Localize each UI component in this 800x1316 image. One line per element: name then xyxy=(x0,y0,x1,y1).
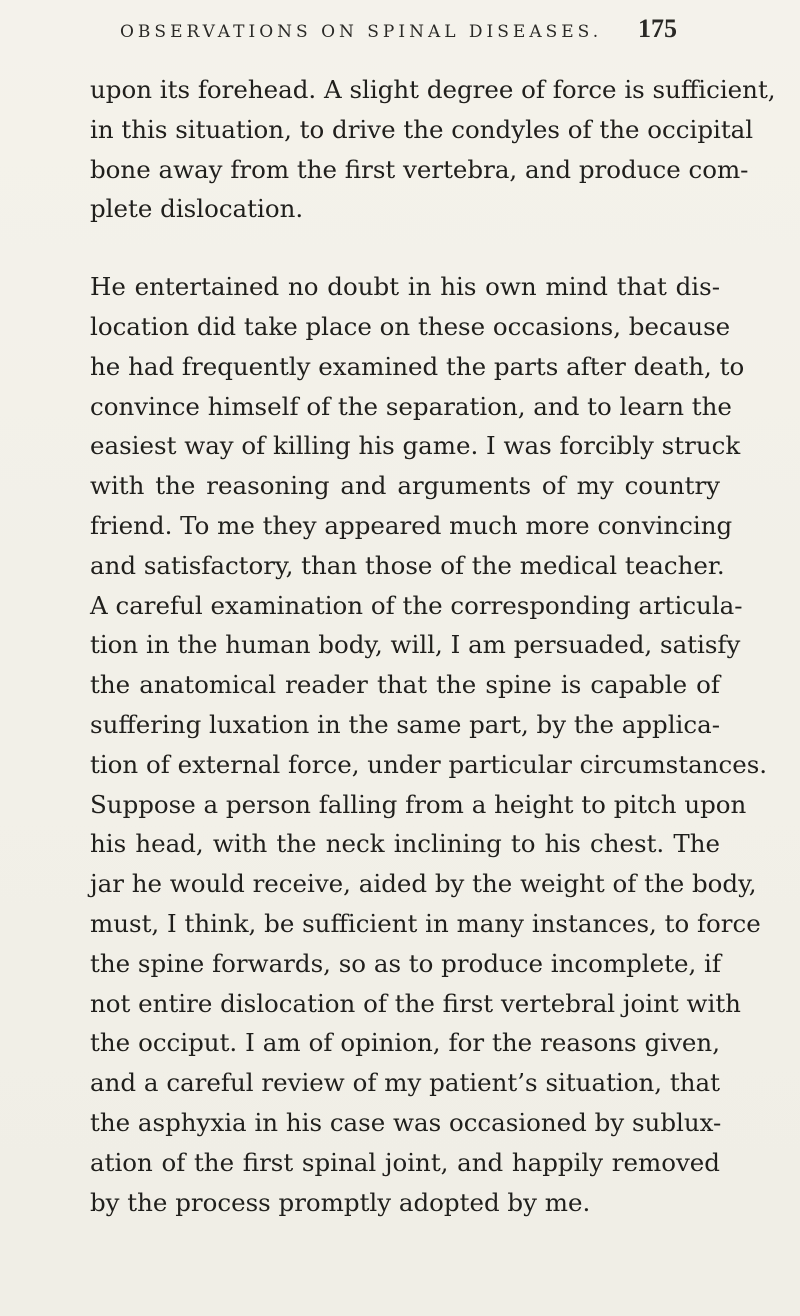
text-line: with the reasoning and arguments of my country xyxy=(90,471,720,501)
text-line: ation of the first spinal joint, and happily removed xyxy=(90,1147,720,1177)
paragraph-1 xyxy=(90,70,776,229)
text-line: Suppose a person falling from a height to pitch upon xyxy=(90,789,747,819)
text-line: the spine forwards, so as to produce incomplete, if xyxy=(90,948,721,978)
text-line: his head, with the neck inclining to his chest. The xyxy=(90,829,720,859)
body-text xyxy=(90,70,776,1222)
text-line: A careful examination of the corresponding articula- xyxy=(90,590,743,620)
text-line: jar he would receive, aided by the weight of the body, xyxy=(90,869,757,899)
text-line: the occiput. I am of opinion, for the reasons given, xyxy=(90,1028,720,1058)
text-line: suffering luxation in the same part, by the applica- xyxy=(90,709,721,739)
text-line: plete dislocation. xyxy=(90,194,304,224)
text-line: He entertained no doubt in his own mind that dis- xyxy=(90,272,720,302)
text-line: must, I think, be sufficient in many instances, to force xyxy=(90,908,761,938)
text-line: convince himself of the separation, and to learn the xyxy=(90,391,732,421)
text-line: easiest way of killing his game. I was forcibly struck xyxy=(90,431,741,461)
text-line: the asphyxia in his case was occasioned by sublux- xyxy=(90,1107,722,1137)
text-line: tion in the human body, will, I am persuaded, satisfy xyxy=(90,630,741,660)
text-line: tion of external force, under particular circumstances. xyxy=(90,749,768,779)
text-line: upon its forehead. A slight degree of force is sufficient, xyxy=(90,75,776,104)
page-header xyxy=(0,14,800,60)
text-line: location did take place on these occasions, because xyxy=(90,311,731,341)
text-line: the anatomical reader that the spine is capable of xyxy=(90,670,720,700)
text-line: in this situation, to drive the condyles of the occipital xyxy=(90,114,754,144)
page-number: 175 xyxy=(638,14,677,43)
text-line: he had frequently examined the parts after death, to xyxy=(90,351,745,381)
text-line: bone away from the first vertebra, and produce com- xyxy=(90,154,749,184)
paragraph-2 xyxy=(90,267,768,1222)
text-line: and a careful review of my patient’s situation, that xyxy=(90,1068,720,1098)
running-head: OBSERVATIONS ON SPINAL DISEASES. xyxy=(120,22,603,42)
text-line: and satisfactory, than those of the medical teacher. xyxy=(90,550,725,580)
text-line: friend. To me they appeared much more convincing xyxy=(90,510,733,540)
text-line: by the process promptly adopted by me. xyxy=(90,1187,591,1217)
paragraph-spacer xyxy=(90,229,720,267)
text-line: not entire dislocation of the first vertebral joint with xyxy=(90,988,741,1018)
